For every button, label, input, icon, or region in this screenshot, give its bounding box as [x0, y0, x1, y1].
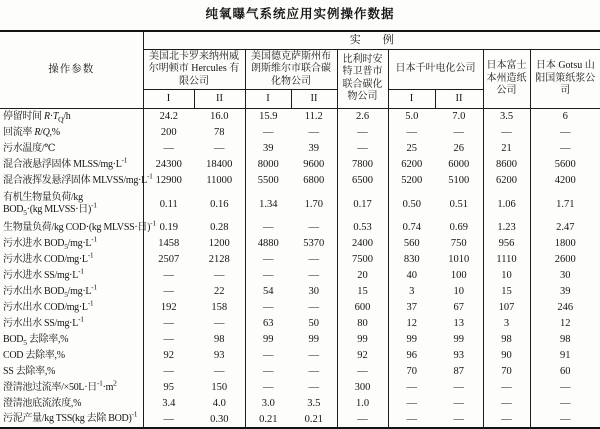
subcol-header-1-1: II: [291, 90, 337, 109]
cell-13-0: —: [163, 334, 174, 345]
cell-8-7: 1110: [483, 252, 530, 268]
cell-18-1: 0.30: [210, 413, 229, 425]
cell-7-1: 1200: [208, 238, 230, 249]
cell-10-1: 22: [214, 286, 225, 297]
cell-9-7: 10: [483, 268, 530, 284]
cell-16-6: —: [453, 382, 464, 393]
cell-5-2: 1.34: [245, 189, 291, 220]
cell-3-6: 6000: [448, 159, 470, 170]
cell-12-7: 3: [483, 316, 530, 332]
row-label-17: 澄清池底流浓度,%: [0, 396, 143, 412]
table-row-14: [0, 348, 600, 364]
cell-17-0: 3.4: [162, 398, 176, 409]
cell-1-8: —: [530, 125, 600, 141]
cell-0-6: 7.0: [452, 111, 466, 123]
cell-2-3: 39: [308, 143, 319, 154]
table-row-9: [0, 268, 600, 284]
cell-12-8: 12: [530, 316, 600, 332]
cell-13-8: 98: [530, 332, 600, 348]
cell-15-0: —: [163, 366, 174, 377]
cell-1-1: 78: [214, 127, 225, 138]
cell-10-2: 54: [245, 284, 291, 300]
cell-7-6: 750: [450, 238, 467, 249]
cell-7-0: 1458: [158, 238, 180, 249]
cell-11-4: 600: [337, 300, 388, 316]
cell-18-0: —: [163, 413, 174, 425]
cell-14-7: 90: [483, 348, 530, 364]
company-header-5: 日本 Gotsu 山阳国策纸浆公司: [530, 49, 600, 109]
cell-6-0: 0.19: [159, 222, 178, 233]
cell-0-8: 6: [530, 109, 600, 125]
table-row-3: [0, 157, 600, 173]
cell-17-2: 3.0: [245, 396, 291, 412]
table-row-2: [0, 141, 600, 157]
cell-3-3: 9600: [303, 159, 325, 170]
cell-14-4: 92: [337, 348, 388, 364]
cell-6-3: —: [308, 222, 319, 233]
subcol-header-0-0: I: [143, 90, 194, 109]
subcol-header-3-0: I: [388, 90, 435, 109]
cell-8-4: 7500: [337, 252, 388, 268]
cell-15-2: —: [245, 364, 291, 380]
table-row-6: [0, 220, 600, 236]
cell-15-4: —: [337, 364, 388, 380]
company-header-0: 美国北卡罗来纳州威尔明顿市 Hercules 有限公司: [143, 49, 245, 90]
cell-0-1: 16.0: [210, 111, 229, 123]
cell-14-1: 93: [214, 350, 225, 361]
cell-2-1: —: [214, 143, 225, 154]
row-label-7: 污水进水 $BOD_5/mg\cdot L^{-1}$: [0, 236, 143, 252]
cell-11-8: 246: [530, 300, 600, 316]
cell-12-4: 80: [337, 316, 388, 332]
cell-16-0: 95: [163, 382, 174, 393]
cell-1-3: —: [308, 127, 319, 138]
cell-1-0: 200: [160, 127, 177, 138]
cell-0-7: 3.5: [483, 109, 530, 125]
table-body: [0, 109, 600, 428]
cell-9-3: —: [308, 270, 319, 281]
cell-18-5: —: [388, 412, 435, 428]
cell-13-6: 99: [453, 334, 464, 345]
table-row-13: [0, 332, 600, 348]
cell-17-4: 1.0: [337, 396, 388, 412]
cell-12-3: 50: [308, 318, 319, 329]
cell-18-8: —: [530, 412, 600, 428]
cell-3-5: 6200: [388, 157, 435, 173]
table-row-11: [0, 300, 600, 316]
table-row-17: [0, 396, 600, 412]
cell-12-1: —: [214, 318, 225, 329]
cell-6-4: 0.53: [337, 220, 388, 236]
cell-11-7: 107: [483, 300, 530, 316]
cell-7-7: 956: [483, 236, 530, 252]
cell-5-4: 0.17: [337, 189, 388, 220]
cell-12-2: 63: [245, 316, 291, 332]
row-label-4: 混合液挥发悬浮固体 MLVSS/$mg\cdot L^{-1}$: [0, 173, 143, 189]
header-row-examples: [0, 31, 600, 49]
page-title: 纯氧曝气系统应用实例操作数据: [205, 7, 395, 21]
cell-13-2: 99: [245, 332, 291, 348]
cell-17-1: 4.0: [212, 398, 226, 409]
cell-16-2: —: [245, 380, 291, 396]
cell-5-0: 0.11: [159, 198, 178, 210]
cell-4-6: 5100: [448, 175, 470, 186]
cell-14-5: 96: [388, 348, 435, 364]
cell-10-3: 30: [308, 286, 319, 297]
cell-8-5: 830: [388, 252, 435, 268]
cell-8-1: 2128: [208, 254, 230, 265]
row-label-10: 污水出水 $BOD_5/mg\cdot L^{-1}$: [0, 284, 143, 300]
cell-17-3: 3.5: [307, 398, 321, 409]
cell-13-1: 98: [214, 334, 225, 345]
subcol-header-0-1: II: [194, 90, 245, 109]
cell-2-2: 39: [245, 141, 291, 157]
cell-10-0: —: [163, 286, 174, 297]
cell-4-5: 5200: [388, 173, 435, 189]
cell-0-2: 15.9: [245, 109, 291, 125]
row-label-6: 生物量负荷/kg COD·(kg MLVSS·日)$^{-1}$: [0, 220, 143, 236]
table-row-15: [0, 364, 600, 380]
cell-18-2: 0.21: [245, 412, 291, 428]
cell-8-6: 1010: [448, 254, 470, 265]
subcol-header-1-0: I: [245, 90, 291, 109]
operation-data-table: [0, 30, 600, 429]
cell-10-5: 3: [388, 284, 435, 300]
cell-9-0: —: [163, 270, 174, 281]
table-head: [0, 31, 600, 109]
cell-0-3: 11.2: [304, 111, 323, 123]
examples-header: 实 例: [143, 31, 600, 49]
cell-1-2: —: [245, 125, 291, 141]
cell-13-3: 99: [308, 334, 319, 345]
table-row-1: [0, 125, 600, 141]
table-row-5: [0, 189, 600, 220]
cell-8-0: 2507: [158, 254, 180, 265]
cell-3-0: 24300: [155, 159, 182, 170]
cell-9-1: —: [214, 270, 225, 281]
row-label-0: 停留时间 $R\cdot T_Q/h$: [0, 109, 143, 125]
cell-2-7: 21: [483, 141, 530, 157]
cell-15-1: —: [214, 366, 225, 377]
row-label-14: COD 去除率,%: [0, 348, 143, 364]
cell-18-6: —: [453, 413, 464, 425]
cell-7-4: 2400: [337, 236, 388, 252]
cell-6-2: —: [245, 220, 291, 236]
cell-13-4: 99: [337, 332, 388, 348]
cell-15-8: 60: [530, 364, 600, 380]
cell-16-8: —: [530, 380, 600, 396]
cell-6-8: 2.47: [530, 220, 600, 236]
row-label-5: 有机生物量负荷/kg $BOD_5\cdot(kg$ MLVSS·日)$^{-1}$: [0, 189, 143, 220]
cell-5-5: 0.50: [388, 189, 435, 220]
cell-1-4: —: [337, 125, 388, 141]
cell-9-8: 30: [530, 268, 600, 284]
cell-3-2: 8000: [245, 157, 291, 173]
cell-5-7: 1.06: [483, 189, 530, 220]
table-row-10: [0, 284, 600, 300]
cell-7-2: 4880: [245, 236, 291, 252]
cell-3-1: 18400: [206, 159, 233, 170]
company-header-2: 比利时安特卫普市联合碳化物公司: [337, 49, 388, 109]
cell-4-1: 11000: [206, 175, 233, 186]
cell-11-0: 192: [160, 302, 177, 313]
cell-4-3: 6800: [303, 175, 325, 186]
cell-9-2: —: [245, 268, 291, 284]
cell-6-1: 0.28: [210, 222, 229, 233]
cell-2-8: —: [530, 141, 600, 157]
table-row-16: [0, 380, 600, 396]
cell-17-5: —: [388, 396, 435, 412]
cell-12-5: 12: [388, 316, 435, 332]
cell-15-7: 70: [483, 364, 530, 380]
cell-11-3: —: [308, 302, 319, 313]
row-label-16: 澄清池过流率/×50L·日$^{-1}\cdot m^2$: [0, 380, 143, 396]
cell-5-6: 0.51: [449, 198, 468, 210]
company-header-1: 美国德克萨斯州布朗斯维尔市联合碳化物公司: [245, 49, 337, 90]
cell-12-6: 13: [453, 318, 464, 329]
cell-15-6: 87: [453, 366, 464, 377]
cell-9-4: 20: [337, 268, 388, 284]
cell-11-2: —: [245, 300, 291, 316]
row-label-13: $BOD_5$ 去除率,%: [0, 332, 143, 348]
cell-17-8: —: [530, 396, 600, 412]
cell-7-5: 560: [388, 236, 435, 252]
cell-17-7: —: [483, 396, 530, 412]
cell-1-7: —: [483, 125, 530, 141]
cell-17-6: —: [453, 398, 464, 409]
row-label-2: 污水温度/℃: [0, 141, 143, 157]
cell-5-1: 0.16: [210, 198, 229, 210]
cell-8-8: 2600: [530, 252, 600, 268]
cell-16-1: 150: [211, 382, 228, 393]
subcol-header-3-1: II: [435, 90, 483, 109]
table-row-8: [0, 252, 600, 268]
cell-9-5: 40: [388, 268, 435, 284]
cell-14-2: —: [245, 348, 291, 364]
cell-8-2: —: [245, 252, 291, 268]
cell-4-2: 5500: [245, 173, 291, 189]
cell-2-5: 25: [388, 141, 435, 157]
cell-6-6: 0.69: [449, 222, 468, 233]
cell-8-3: —: [308, 254, 319, 265]
row-label-8: 污水进水 COD/$mg\cdot L^{-1}$: [0, 252, 143, 268]
cell-9-6: 100: [450, 270, 467, 281]
cell-11-5: 37: [388, 300, 435, 316]
cell-2-6: 26: [453, 143, 464, 154]
cell-18-4: —: [337, 412, 388, 428]
table-row-18: [0, 412, 600, 428]
cell-14-0: 92: [163, 350, 174, 361]
cell-14-6: 93: [453, 350, 464, 361]
cell-0-5: 5.0: [388, 109, 435, 125]
cell-1-5: —: [388, 125, 435, 141]
cell-4-0: 12900: [155, 175, 182, 186]
cell-13-7: 98: [483, 332, 530, 348]
cell-11-1: 158: [211, 302, 228, 313]
cell-16-3: —: [308, 382, 319, 393]
cell-2-0: —: [163, 143, 174, 154]
cell-6-5: 0.74: [388, 220, 435, 236]
cell-6-7: 1.23: [483, 220, 530, 236]
cell-16-4: 300: [337, 380, 388, 396]
cell-10-7: 15: [483, 284, 530, 300]
table-row-12: [0, 316, 600, 332]
cell-10-8: 39: [530, 284, 600, 300]
row-label-9: 污水进水 $SS/mg\cdot L^{-1}$: [0, 268, 143, 284]
cell-11-6: 67: [453, 302, 464, 313]
row-label-12: 污水出水 $SS/mg\cdot L^{-1}$: [0, 316, 143, 332]
cell-10-4: 15: [337, 284, 388, 300]
cell-5-3: 1.70: [304, 198, 323, 210]
cell-0-0: 24.2: [159, 111, 178, 123]
cell-7-8: 1800: [530, 236, 600, 252]
company-header-4: 日本富士本州造纸公司: [483, 49, 530, 109]
row-label-1: 回流率 R/Q,%: [0, 125, 143, 141]
cell-13-5: 99: [388, 332, 435, 348]
cell-4-4: 6500: [337, 173, 388, 189]
cell-16-7: —: [483, 380, 530, 396]
cell-3-4: 7800: [337, 157, 388, 173]
company-header-3: 日本千叶电化公司: [388, 49, 483, 90]
cell-12-0: —: [163, 318, 174, 329]
cell-3-8: 5600: [530, 157, 600, 173]
cell-5-8: 1.71: [530, 189, 600, 220]
row-label-15: SS 去除率,%: [0, 364, 143, 380]
cell-14-3: —: [308, 350, 319, 361]
row-label-18: 污泥产量/kg TSS(kg 去除 BOD)$^{-1}$: [0, 412, 143, 428]
cell-3-7: 8600: [483, 157, 530, 173]
table-row-4: [0, 173, 600, 189]
cell-2-4: —: [337, 141, 388, 157]
cell-7-3: 5370: [303, 238, 325, 249]
cell-4-7: 6200: [483, 173, 530, 189]
row-label-3: 混合液悬浮固体 MLSS/$mg\cdot L^{-1}$: [0, 157, 143, 173]
row-label-11: 污水出水 COD/$mg\cdot L^{-1}$: [0, 300, 143, 316]
corner-header: 操作参数: [0, 31, 143, 109]
cell-14-8: 91: [530, 348, 600, 364]
cell-16-5: —: [388, 380, 435, 396]
table-row-7: [0, 236, 600, 252]
cell-10-6: 10: [453, 286, 464, 297]
cell-0-4: 2.6: [337, 109, 388, 125]
cell-1-6: —: [453, 127, 464, 138]
cell-4-8: 4200: [530, 173, 600, 189]
cell-15-5: 70: [388, 364, 435, 380]
cell-18-3: 0.21: [304, 413, 323, 425]
table-row-0: [0, 109, 600, 125]
cell-18-7: —: [483, 412, 530, 428]
cell-15-3: —: [308, 366, 319, 377]
